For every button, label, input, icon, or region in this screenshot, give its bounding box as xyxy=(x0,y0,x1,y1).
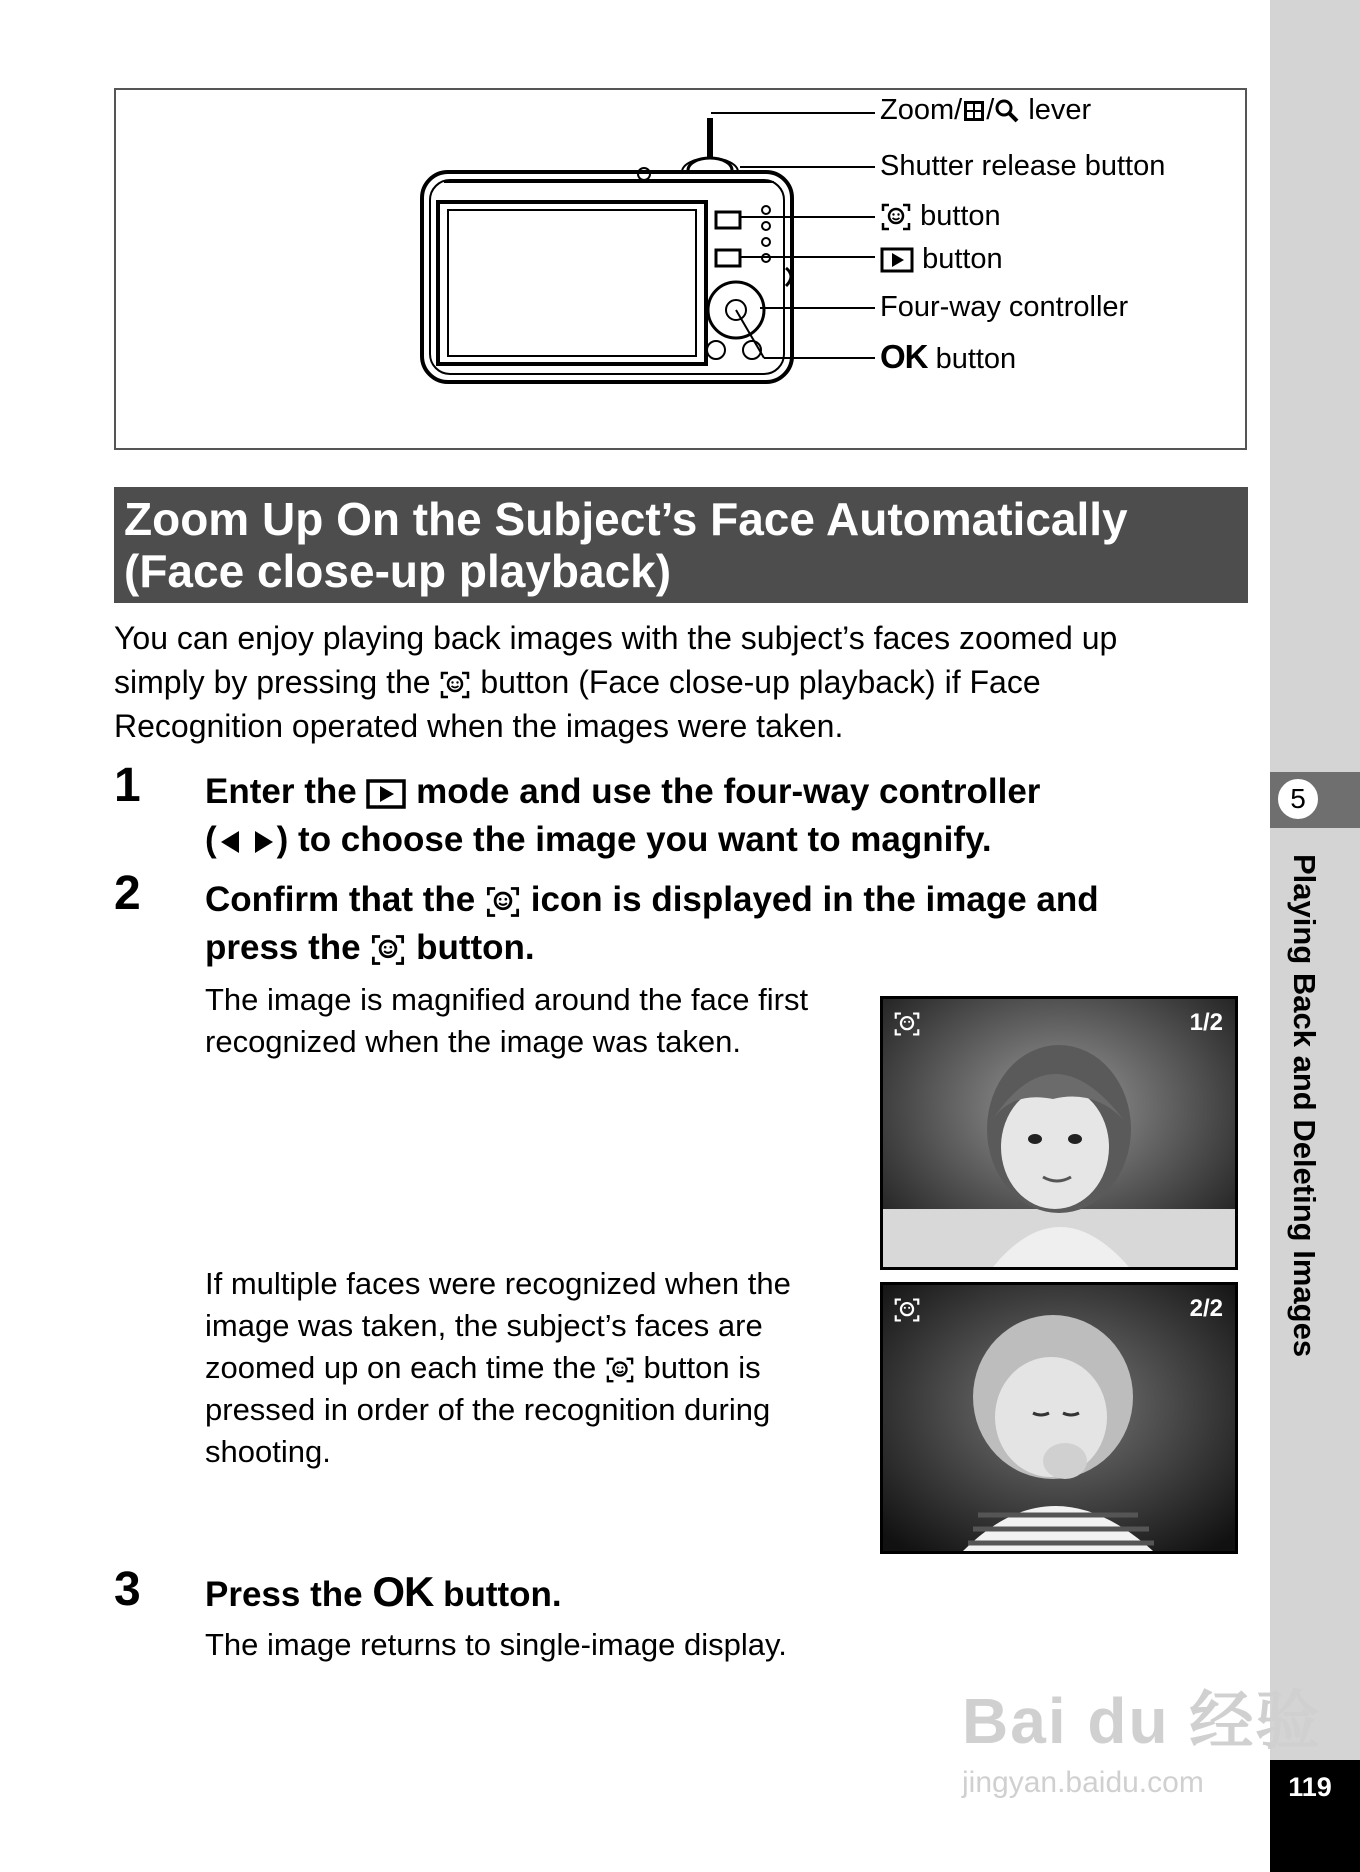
photo-counter: 2/2 xyxy=(1189,1295,1223,1322)
photo-1-image xyxy=(883,999,1235,1267)
example-photo-1 xyxy=(880,996,1238,1270)
magnifier-icon xyxy=(994,98,1020,124)
callout-playback-button: button xyxy=(880,243,1003,276)
step-2-number: 2 xyxy=(114,867,141,920)
face-recognition-icon xyxy=(880,202,912,232)
callout-zoom-lever: Zoom/ / lever xyxy=(880,94,1092,126)
step-1-number: 1 xyxy=(114,759,141,812)
step-2-description-2: If multiple faces were recognized when the image was taken, the subject’s faces are zoomed up on each time the button is pressed in order of the recognition during shooting. xyxy=(205,1266,791,1469)
step-1-text: Enter the mode and use the four-way controller ( ) to choose the image you want to magnify. xyxy=(205,772,1041,859)
face-recognition-icon xyxy=(439,670,471,700)
thumbnail-grid-icon xyxy=(962,99,986,123)
face-recognition-icon xyxy=(370,933,406,967)
face-recognition-icon xyxy=(893,1011,921,1037)
face-recognition-icon xyxy=(605,1356,635,1384)
arrow-left-right-icon xyxy=(217,827,277,857)
section-header xyxy=(114,487,1248,603)
step-3-description: The image returns to single-image display. xyxy=(205,1627,787,1662)
face-recognition-icon xyxy=(893,1297,921,1323)
face-recognition-icon xyxy=(485,885,521,919)
example-photo-2 xyxy=(880,1282,1238,1554)
step-3-number: 3 xyxy=(114,1563,141,1616)
photo-2-image xyxy=(883,1285,1235,1551)
watermark xyxy=(962,1670,1321,1800)
step-2-text: Confirm that the icon is displayed in the image and press the button. xyxy=(205,880,1099,967)
intro-paragraph: You can enjoy playing back images with the subject’s faces zoomed up simply by pressing the button (Face close-up playback) if Face Recognition operated when the images were taken. xyxy=(114,620,1118,744)
photo-counter: 1/2 xyxy=(1189,1009,1223,1036)
callout-face-button: button xyxy=(880,200,1001,233)
page-number: 119 xyxy=(1288,1772,1332,1802)
watermark-url: jingyan.baidu.com xyxy=(962,1766,1204,1799)
playback-icon xyxy=(366,779,406,809)
step-2-description-1: The image is magnified around the face first recognized when the image was taken. xyxy=(205,982,809,1059)
callout-ok-button: OK button xyxy=(880,338,1017,375)
callout-lines xyxy=(700,100,880,380)
section-title: Zoom Up On the Subject’s Face Automatically (Face close-up playback) xyxy=(124,493,1128,597)
chapter-number: 5 xyxy=(1276,777,1320,821)
callout-four-way-controller: Four-way controller xyxy=(880,291,1129,323)
ok-glyph: OK xyxy=(372,1568,434,1615)
step-3-text: Press the OK button. xyxy=(205,1568,562,1615)
watermark-logo: Bai du 经验 xyxy=(962,1685,1322,1757)
playback-icon xyxy=(880,247,914,273)
callout-shutter-button: Shutter release button xyxy=(880,150,1166,182)
chapter-title: Playing Back and Deleting Images xyxy=(1287,854,1322,1358)
ok-glyph: OK xyxy=(880,338,928,375)
